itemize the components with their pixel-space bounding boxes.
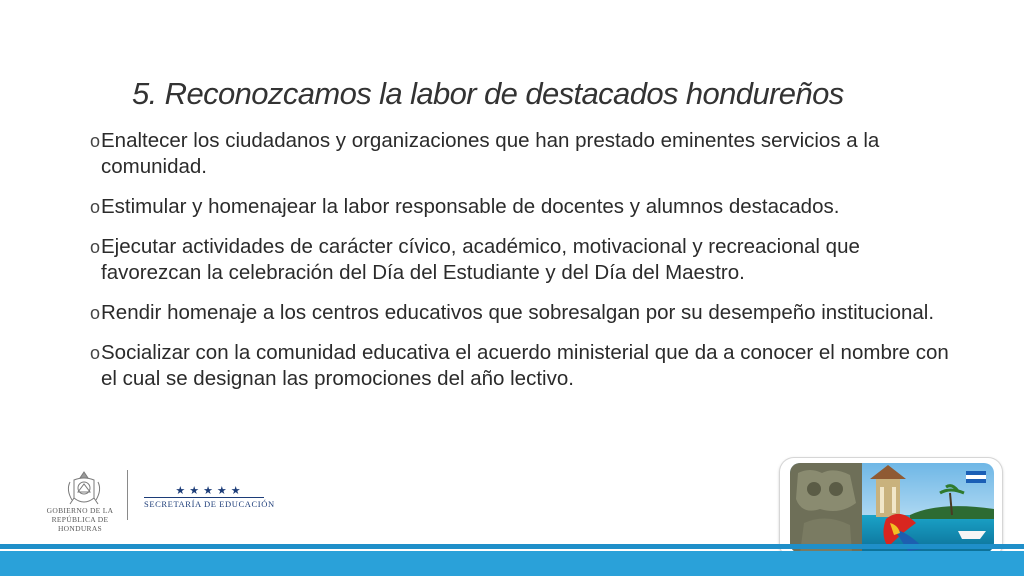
honduras-landmarks-photo [790,463,994,553]
ministry-name: SECRETARÍA DE EDUCACIÓN [144,499,275,509]
bullet-text: Socializar con la comunidad educativa el acuerdo ministerial que da a conocer el nombre con el cual se designan las promociones del año lectivo. [101,341,949,390]
government-caption-line1: GOBIERNO DE LA [46,506,114,515]
list-item [90,300,960,326]
ministry-stars: ★★★★★ [175,485,245,497]
bullet-text: Rendir homenaje a los centros educativos que sobresalgan por su desempeño institucional. [101,301,935,324]
bullet-marker: o [90,197,101,217]
government-caption [30,506,130,533]
list-item [90,194,960,220]
ministry-rule [144,497,264,498]
list-item [90,234,960,286]
bullet-text: Enaltecer los ciudadanos y organizaciones que han prestado eminentes servicios a la comunidad. [101,129,880,178]
bullet-marker: o [90,237,101,257]
list-item [90,340,960,392]
slide-title: 5. Reconozcamos la labor de destacados hondureños [132,76,844,111]
bullet-text: Estimular y homenajear la labor responsable de docentes y alumnos destacados. [101,195,840,218]
footer-divider [127,470,128,520]
government-caption-line2: REPÚBLICA DE HONDURAS [51,515,109,533]
bullet-marker: o [90,131,101,151]
bullet-text: Ejecutar actividades de carácter cívico, académico, motivacional y recreacional que favorezcan la celebración del Día del Estudiante y del Día del Maestro. [101,235,860,284]
bullet-list [90,128,960,406]
bullet-marker: o [90,343,101,363]
bullet-marker: o [90,303,101,323]
list-item [90,128,960,180]
footer-accent-bar [0,544,1024,576]
